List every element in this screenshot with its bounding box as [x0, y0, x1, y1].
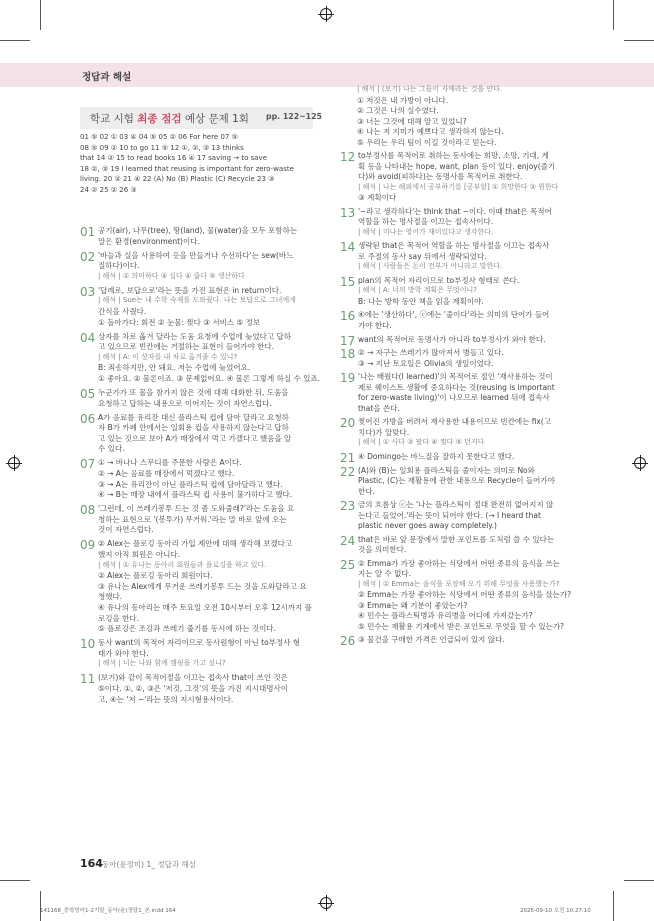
- explanation-line: 로 주절의 동사 say 뒤에서 생략되었다.: [358, 251, 487, 261]
- explanation-line: '나는 배웠다(I learned)'의 목적어로 절인 '재사용하는 것이: [358, 372, 553, 382]
- explanation-line: plastic never goes away completely.): [358, 521, 497, 531]
- registration-mark-top: [320, 8, 332, 20]
- explanation-line: | 해석 | 나는 해외에서 공부하기를 [공부할] ① 희망한다 ② 원한다: [358, 182, 559, 191]
- explanation-line: ⑤ 우리는 우리 팀이 이길 것이라고 믿는다.: [357, 138, 497, 147]
- explanation-line: ⑤ 민수는 재활용 기계에서 받은 포인트로 무엇을 할 수 있는가?: [358, 621, 565, 631]
- explanation-line: ② → 자구는 쓰레기가 많아져서 병들고 있다.: [358, 348, 504, 358]
- explanation-line: 다)와 avoid(피하다)는 동명사를 목적어로 취한다.: [358, 172, 523, 181]
- explanation-line: ② Alex는 플로깅 동아리 가입 제안에 대해 생각해 보겠다고: [98, 539, 293, 549]
- exam-title-post: 예상 문제 1회: [181, 113, 249, 125]
- exam-title-highlight: 최종 점검: [137, 113, 182, 125]
- question-number: 19: [340, 371, 356, 386]
- explanation-line: 한다.: [358, 486, 375, 496]
- explanation-line: B: 나는 방학 동안 책을 읽을 계획이야.: [358, 296, 484, 306]
- crop-mark: [613, 0, 614, 30]
- explanation-line: 것이 자연스럽다.: [98, 525, 154, 535]
- explanation-line: (보기)와 같이 목적어절을 이끄는 접속사 that이 쓰인 것은: [98, 673, 288, 683]
- crop-mark: [613, 891, 614, 921]
- explanation-line: 동사 want의 목적어 자리이므로 동사원형이 아닌 to부정사 형: [98, 638, 301, 648]
- explanation-line: 로깅을 한다.: [98, 613, 139, 623]
- explanation-line: | 해석 | 사람들은 돈이 전부가 아니라고 말한다.: [358, 262, 503, 271]
- question-number: 25: [340, 557, 356, 572]
- question-number: 24: [340, 533, 356, 548]
- explanation-line: '~라고 생각하다'는 think that ~이다. 이때 that은 목적어: [358, 206, 552, 216]
- explanation-line: 역할을 하는 명사절을 이끄는 접속사이다.: [358, 217, 494, 227]
- explanation-line: ① → 바나나 스무디를 주문한 사람은 A이다.: [98, 458, 242, 468]
- explanation-line: 찢어진 가방을 버려서 재사용한 내용이므로 빈칸에는 fix(고: [358, 417, 552, 427]
- explanation-line: 상자를 차로 옮겨 달라는 도움 요청에 수업에 늦었다고 답하: [98, 331, 291, 341]
- explanation-line: | 해석 | A: 이 상자를 내 차로 옮겨줄 수 있니?: [98, 352, 238, 361]
- explanation-line: A가 음료를 유리잔 대신 플라스틱 컵에 담아 달라고 요청하: [98, 412, 289, 422]
- question-number: 26: [340, 634, 356, 649]
- explanation-line: | 해석 | (보기) 나는 그들이 자매라는 것을 안다.: [357, 85, 503, 93]
- explanation-line: 고, ④는 '저 ~'라는 뜻의 지시형용사이다.: [98, 694, 234, 704]
- explanation-line: ① 좋아요. ② 물론이죠. ③ 문제없어요. ④ 물론 그렇게 하실 수 있죠.: [98, 374, 321, 383]
- crop-mark: [40, 0, 41, 30]
- page-number: 164: [80, 857, 103, 870]
- explanation-line: 질하다)이다.: [98, 261, 140, 271]
- explanation-line: 요청하고 답하는 내용으로 이어지는 것이 자연스럽다.: [98, 398, 272, 408]
- explanation-line: ① 돌아가다: 회전 ② 눈물: 찢다 ③ 서비스 ⑤ 정보: [98, 317, 261, 327]
- explanation-line: ③ 계획이다: [358, 193, 397, 202]
- question-number: 16: [340, 309, 356, 324]
- explanation-line: ④ 나는 저 지미가 예쁘다고 생각하지 않는다.: [357, 127, 504, 137]
- registration-mark-bottom: [320, 897, 332, 909]
- explanation-line: | 해석 | Sue는 내 수학 숙제를 도와줬다. 나는 보답으로 그녀에게: [98, 296, 296, 305]
- exam-title: [90, 111, 249, 126]
- explanation-line: 간식을 사줬다.: [98, 307, 147, 316]
- question-number: 23: [340, 499, 356, 514]
- explanation-line: 했지 아직 회원은 아니다.: [98, 550, 180, 559]
- explanation-line: ① 저것은 내 가방이 아니다.: [357, 95, 449, 105]
- explanation-line: ③ 물건을 구매한 가격은 언급되어 있지 않다.: [358, 635, 505, 645]
- explanation-line: 는다고 들었어.'라는 뜻이 되어야 한다. (→ I heard that: [358, 510, 541, 520]
- question-number: 05: [80, 387, 96, 401]
- question-number: 11: [80, 672, 96, 687]
- explanation-line: 자 B가 카페 안에서는 일회용 컵을 사용하지 않는다고 답하: [98, 423, 289, 433]
- explanation-line: 청하는 표현으로 '(봉투가) 무거워.'라는 말 바로 앞에 오는: [98, 514, 287, 524]
- answer-key-line: 08 ⑤ 09 ② 10 to go 11 ⑤ 12 ①, ②, ③ 13 thinks: [80, 143, 244, 152]
- explanation-line: ④ 유나의 동아리는 매주 토요일 오전 10시부터 오후 12시까지 플: [98, 603, 312, 612]
- question-number: 07: [80, 457, 96, 472]
- explanation-line: 금의 흐름상 ⓒ는 '나는 플라스틱이 절대 완전히 없어지지 않: [358, 500, 554, 510]
- explanation-line: ③ Emma는 왜 기분이 좋았는가?: [358, 600, 468, 610]
- explanation-line: want의 목적어로 동명사가 아니라 to부정사가 와야 한다.: [358, 334, 546, 344]
- explanation-line: '답례로, 보답으로'라는 뜻을 가진 표현은 in return이다.: [98, 285, 282, 295]
- question-number: 12: [340, 150, 356, 164]
- explanation-line: | 해석 | 미나는 영어가 재미있다고 생각한다.: [358, 227, 494, 236]
- question-number: 22: [340, 464, 356, 479]
- explanation-line: ⑤ 플로깅은 조깅과 쓰레기 줍기를 동시에 하는 것이다.: [98, 624, 276, 634]
- explanation-line: 공기(air), 나무(tree), 땅(land), 물(water)을 모두 포함하는: [98, 226, 298, 235]
- explanation-line: | 해석 | ① 유나는 동아리 회원들과 플로깅을 하고 있다.: [98, 560, 267, 569]
- exam-title-pre: 학교 시험: [90, 113, 138, 125]
- explanation-line: B: 죄송하지만, 안 돼요. 저는 수업에 늦었어요.: [98, 363, 251, 373]
- explanation-line: plan의 목적어 자리이므로 to부정사 형태로 쓴다.: [358, 275, 520, 285]
- explanation-line: 획 등을 나타내는 hope, want, plan 등이 있다. enjoy(즐기: [358, 161, 556, 171]
- question-number: 03: [80, 284, 96, 299]
- question-number: 18: [340, 347, 356, 362]
- explanation-line: ④ Domingo는 바느질을 잘하지 못한다고 했다.: [358, 451, 515, 461]
- crop-mark: [0, 880, 30, 881]
- explanation-line: 제로 웨이스트 생활에 중요하다는 것(reusing is important: [358, 382, 555, 392]
- explanation-line: ④ → B는 매장 내에서 플라스틱 컵 사용이 불가하다고 했다.: [98, 490, 293, 500]
- explanation-line: | 해석 | ② 의미하다 ③ 십다 ④ 줍다 ⑤ 생산하다: [98, 271, 245, 280]
- explanation-line: 말은 환경(environment)이다.: [98, 236, 200, 246]
- explanation-line: ④ 민수는 플라스틱병과 유리병을 어디에 가져갔는가?: [358, 611, 533, 621]
- registration-mark-right: [634, 457, 646, 469]
- question-number: 04: [80, 330, 96, 345]
- question-number: 15: [340, 274, 356, 289]
- explanation-line: ④에는 '생산하다', ⓒ에는 '줄이다'라는 의미의 단어가 들어: [358, 310, 550, 320]
- explanation-line: | 해석 | 너는 나와 함께 캠핑을 가고 싶니?: [98, 659, 226, 668]
- question-number: 17: [340, 333, 356, 348]
- answer-key-line: that 14 ② 15 to read books 16 ④ 17 saving → to save: [80, 154, 268, 162]
- exam-page-range: pp. 122~125: [266, 112, 322, 121]
- crop-mark: [624, 40, 654, 41]
- explanation-line: ③ 유나는 Alex에게 무거운 쓰레기봉투 드는 것을 도와달라고 요: [98, 581, 307, 591]
- explanation-line: ② Emma가 가장 좋아하는 식당에서 어떤 종류의 음식을 쓰는: [358, 558, 560, 568]
- explanation-line: that은 바로 앞 문장에서 말한 포인트를 도처럼 쓸 수 있다는: [358, 534, 555, 544]
- question-number: 13: [340, 205, 356, 220]
- explanation-line: ② → A는 음료를 매장에서 먹겠다고 했다.: [98, 469, 235, 478]
- explanation-line: 생략된 that은 목적어 역할을 하는 명사절을 이끄는 접속사: [358, 241, 550, 251]
- explanation-line: 청했다.: [98, 592, 123, 602]
- explanation-line: ③ 너는 그것에 대해 알고 있었니?: [357, 116, 467, 126]
- question-number: 09: [80, 538, 96, 553]
- explanation-line: 고 있는 것으로 보아 A가 매장에서 먹고 가겠다고 했음을 알: [98, 433, 292, 443]
- registration-mark-left: [8, 457, 20, 469]
- crop-mark: [0, 40, 30, 41]
- explanation-line: | 해석 | ① 사다 ③ 팔다 ④ 찢다 ⑤ 던지다: [358, 438, 485, 447]
- question-number: 08: [80, 503, 96, 518]
- explanation-line: | 해석 | ① Emma는 음식을 포장해 오기 위해 무엇을 사용했는가?: [358, 579, 560, 588]
- explanation-line: for zero-waste living)'이 나오므로 learned 뒤에 접속사: [358, 393, 550, 403]
- answer-key-line: 18 ②, ③ 19 I learned that reusing is important for zero-waste: [80, 164, 294, 173]
- explanation-line: ② Alex는 플로깅 동아리 회원이다.: [98, 571, 213, 581]
- explanation-line: ③ → 지난 토요일은 Olivia의 생일이었다.: [358, 358, 494, 368]
- explanation-line: ⑤이다. ①, ②, ③은 '저것, 그것'의 뜻을 가진 지시대명사이: [98, 684, 289, 693]
- question-number: 20: [340, 416, 356, 431]
- explanation-line: | 해석 | A: 너의 방학 계획은 무엇이니?: [358, 286, 477, 295]
- print-slug-date: 2025-09-10 오전 10:27:10: [520, 908, 591, 914]
- answer-key-line: 01 ⑤ 02 ① 03 ④ 04 ⑤ 05 ② 06 For here 07 ⑤: [80, 133, 238, 141]
- explanation-line: '그런데, 이 쓰레기봉투 드는 것 좀 도와줄래?'라는 도움을 요: [98, 504, 295, 514]
- explanation-line: that을 쓴다.: [358, 403, 400, 413]
- explanation-line: 것을 의미한다.: [358, 545, 407, 555]
- question-number: 10: [80, 637, 96, 652]
- explanation-line: 누군가가 또 물을 참가지 않은 것에 대해 대화한 뒤, 도움을: [98, 388, 289, 397]
- explanation-line: 가야 한다.: [358, 320, 392, 330]
- question-number: 01: [80, 225, 96, 239]
- answer-key-line: 24 ② 25 ② 26 ③: [80, 185, 137, 194]
- explanation-line: ③ → A는 유리잔이 아닌 플라스틱 컵에 담아달라고 했다.: [98, 479, 283, 489]
- question-number: 02: [80, 249, 96, 264]
- explanation-line: 지는 알 수 없다.: [358, 569, 412, 579]
- question-number: 14: [340, 240, 356, 255]
- print-slug-file: 141168_중학영어1-2기말_동아(윤)정답1_본.indd 164: [40, 908, 176, 914]
- explanation-line: '바늘과 실을 사용하여 옷을 만들거나 수선하다'는 sew(바느: [98, 250, 294, 260]
- explanation-line: 태가 와야 한다.: [98, 648, 149, 658]
- explanation-line: 고 있으므로 빈칸에는 거절하는 표현이 들어가야 한다.: [98, 342, 275, 352]
- crop-mark: [624, 880, 654, 881]
- question-number: 21: [340, 450, 356, 465]
- explanation-line: 수 있다.: [98, 444, 125, 454]
- explanation-line: ② Emma는 가장 좋아하는 식당에서 어떤 종류의 음식을 샀는가?: [358, 590, 572, 600]
- explanation-line: to부정사를 목적어로 취하는 동사에는 희망, 소망, 기대, 계: [358, 151, 549, 160]
- explanation-line: (A)와 (B)는 일회용 플라스틱을 줄이자는 의미로 No와: [358, 465, 535, 475]
- question-number: 06: [80, 411, 96, 426]
- explanation-line: ② 그것은 나의 실수였다.: [357, 106, 439, 116]
- footer-title: 동아(윤정미) 1_ 정답과 해설: [102, 860, 196, 869]
- section-tag: 정답과 해설: [82, 72, 132, 83]
- explanation-line: 치다)가 알맞다.: [358, 427, 410, 437]
- explanation-line: Plastic, (C)는 재활용에 관한 내용으로 Recycle이 들어가야: [358, 476, 555, 485]
- answer-key-line: living. 20 ② 21 ④ 22 (A) No (B) Plastic (C) Recycle 23 ③: [80, 175, 275, 183]
